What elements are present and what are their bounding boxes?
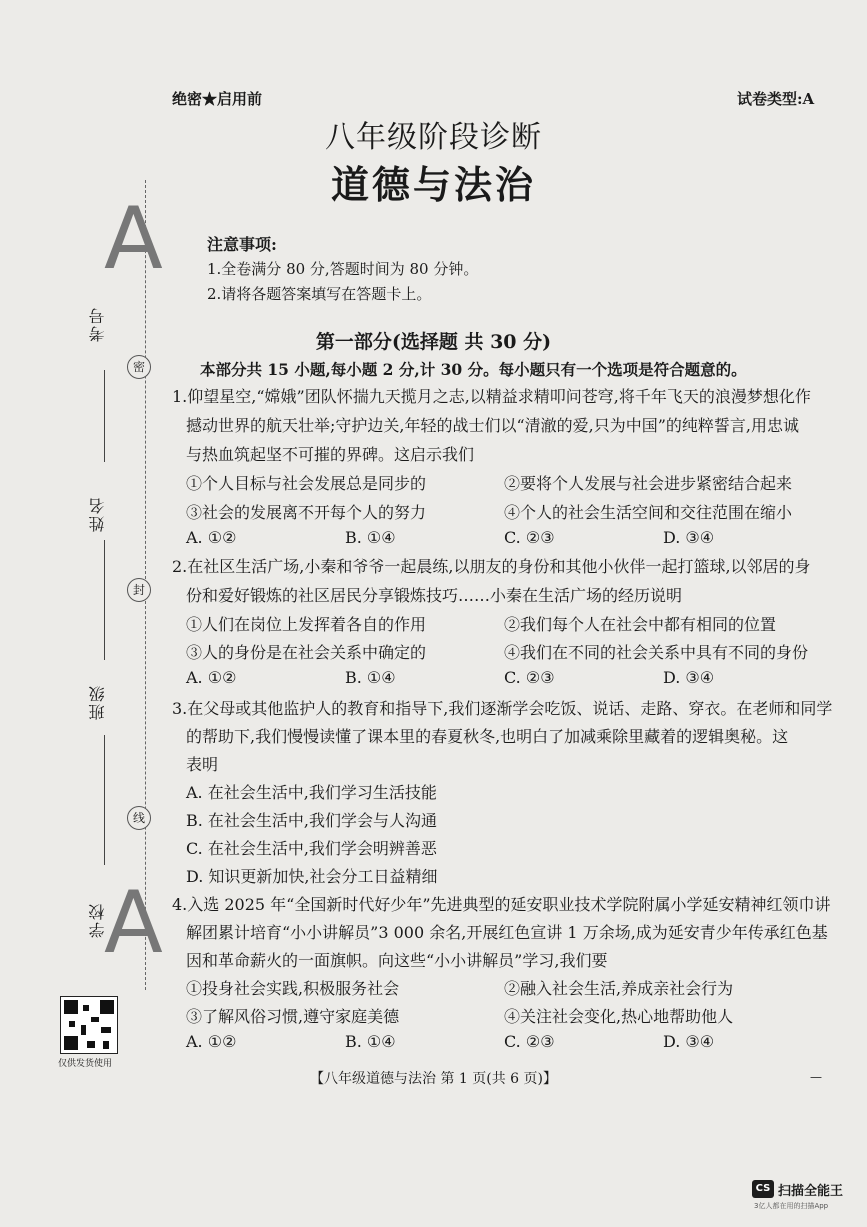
q4-option-2: ②融入社会生活,养成亲社会行为 [504, 979, 734, 998]
q2-option-3: ③人的身份是在社会关系中确定的 [186, 643, 427, 662]
q4-stem-line-2: 解团累计培育“小小讲解员”3 000 余名,开展红色宣讲 1 万余场,成为延安青少年传承红色基 [186, 923, 828, 942]
subject-title: 道德与法治 [330, 162, 536, 207]
notice-heading: 注意事项: [207, 235, 277, 254]
q2-option-4: ④我们在不同的社会关系中具有不同的身份 [504, 643, 809, 662]
q4-stem-line-1: 4.入选 2025 年“全国新时代好少年”先进典型的延安职业技术学院附属小学延安精神红领巾讲 [172, 895, 831, 914]
paper-type-letter-bottom: A [104, 873, 163, 973]
qr-caption: 仅供发货使用 [58, 1059, 113, 1069]
qr-code [60, 996, 118, 1054]
q4-option-1: ①投身社会实践,积极服务社会 [186, 979, 400, 998]
q1-choice-d: D. ③④ [663, 528, 715, 547]
q4-stem-line-3: 因和革命薪火的一面旗帜。向这些“小小讲解员”学习,我们要 [186, 951, 608, 970]
q3-choice-c: C. 在社会生活中,我们学会明辨善恶 [186, 839, 437, 858]
q2-stem-line-2: 份和爱好锻炼的社区居民分享锻炼技巧……小秦在生活广场的经历说明 [186, 586, 683, 605]
q2-choice-b: B. ①④ [345, 668, 396, 687]
q4-choice-d: D. ③④ [663, 1032, 715, 1051]
paper-type-letter-top: A [104, 189, 163, 289]
school-label: 学校 [88, 902, 107, 938]
confidential-mark: 绝密★启用前 [172, 90, 263, 108]
q3-stem-line-1: 3.在父母或其他监护人的教育和指导下,我们逐渐学会吃饭、说话、走路、穿衣。在老师和同学 [172, 699, 833, 718]
q1-choice-b: B. ①④ [345, 528, 396, 547]
q2-choice-a: A. ①② [186, 668, 237, 687]
footer-dash: — [810, 1070, 822, 1084]
q3-stem-line-2: 的帮助下,我们慢慢读懂了课本里的春夏秋冬,也明白了加减乘除里藏着的逻辑奥秘。这 [186, 727, 789, 746]
exam-title: 八年级阶段诊断 [325, 120, 542, 155]
section-title: 第一部分(选择题 共 30 分) [315, 331, 552, 353]
name-label: 姓名 [88, 496, 107, 532]
q1-stem-line-3: 与热血筑起坚不可摧的界碑。这启示我们 [186, 445, 475, 464]
q4-choice-c: C. ②③ [504, 1032, 555, 1051]
q1-option-1: ①个人目标与社会发展总是同步的 [186, 474, 427, 493]
q1-option-2: ②要将个人发展与社会进步紧密结合起来 [504, 474, 793, 493]
seal-feng: 封 [127, 578, 151, 602]
q1-choice-c: C. ②③ [504, 528, 555, 547]
q1-option-3: ③社会的发展离不开每个人的努力 [186, 503, 427, 522]
q4-choice-a: A. ①② [186, 1032, 237, 1051]
q3-choice-b: B. 在社会生活中,我们学会与人沟通 [186, 811, 438, 830]
notice-item-1: 1.全卷满分 80 分,答题时间为 80 分钟。 [207, 260, 479, 278]
class-line [104, 735, 105, 865]
camscanner-logo-icon: CS [752, 1180, 774, 1198]
seal-xian: 线 [127, 806, 151, 830]
seal-mi: 密 [127, 355, 151, 379]
exam-number-label: 考号 [88, 306, 107, 342]
name-line [104, 540, 105, 660]
q2-stem-line-1: 2.在社区生活广场,小秦和爷爷一起晨练,以朋友的身份和其他小伙伴一起打篮球,以邻居的身 [172, 557, 811, 576]
q2-choice-d: D. ③④ [663, 668, 715, 687]
notice-item-2: 2.请将各题答案填写在答题卡上。 [207, 285, 432, 303]
class-label: 班级 [88, 684, 107, 720]
q2-option-1: ①人们在岗位上发挥着各自的作用 [186, 615, 427, 634]
q4-option-4: ④关注社会变化,热心地帮助他人 [504, 1007, 734, 1026]
q4-choice-b: B. ①④ [345, 1032, 396, 1051]
camscanner-tagline: 3亿人都在用的扫描App [754, 1202, 829, 1210]
q1-stem-line-1: 1.仰望星空,“嫦娥”团队怀揣九天揽月之志,以精益求精叩问苍穹,将千年飞天的浪漫梦想化作 [172, 387, 811, 406]
q4-option-3: ③了解风俗习惯,遵守家庭美德 [186, 1007, 400, 1026]
q2-choice-c: C. ②③ [504, 668, 555, 687]
q1-choice-a: A. ①② [186, 528, 237, 547]
exam-number-line [104, 370, 105, 462]
q3-choice-a: A. 在社会生活中,我们学习生活技能 [186, 783, 437, 802]
q3-choice-d: D. 知识更新加快,社会分工日益精细 [186, 867, 438, 886]
page-footer: 【八年级道德与法治 第 1 页(共 6 页)】 [310, 1071, 557, 1087]
q3-stem-line-3: 表明 [186, 755, 219, 774]
paper-type: 试卷类型:A [737, 90, 815, 108]
q2-option-2: ②我们每个人在社会中都有相同的位置 [504, 615, 777, 634]
camscanner-name: 扫描全能王 [778, 1184, 844, 1199]
section-description: 本部分共 15 小题,每小题 2 分,计 30 分。每小题只有一个选项是符合题意的。 [200, 360, 747, 379]
q1-option-4: ④个人的社会生活空间和交往范围在缩小 [504, 503, 793, 522]
q1-stem-line-2: 撼动世界的航天壮举;守护边关,年轻的战士们以“清澈的爱,只为中国”的纯粹誓言,用忠诚 [186, 416, 800, 435]
